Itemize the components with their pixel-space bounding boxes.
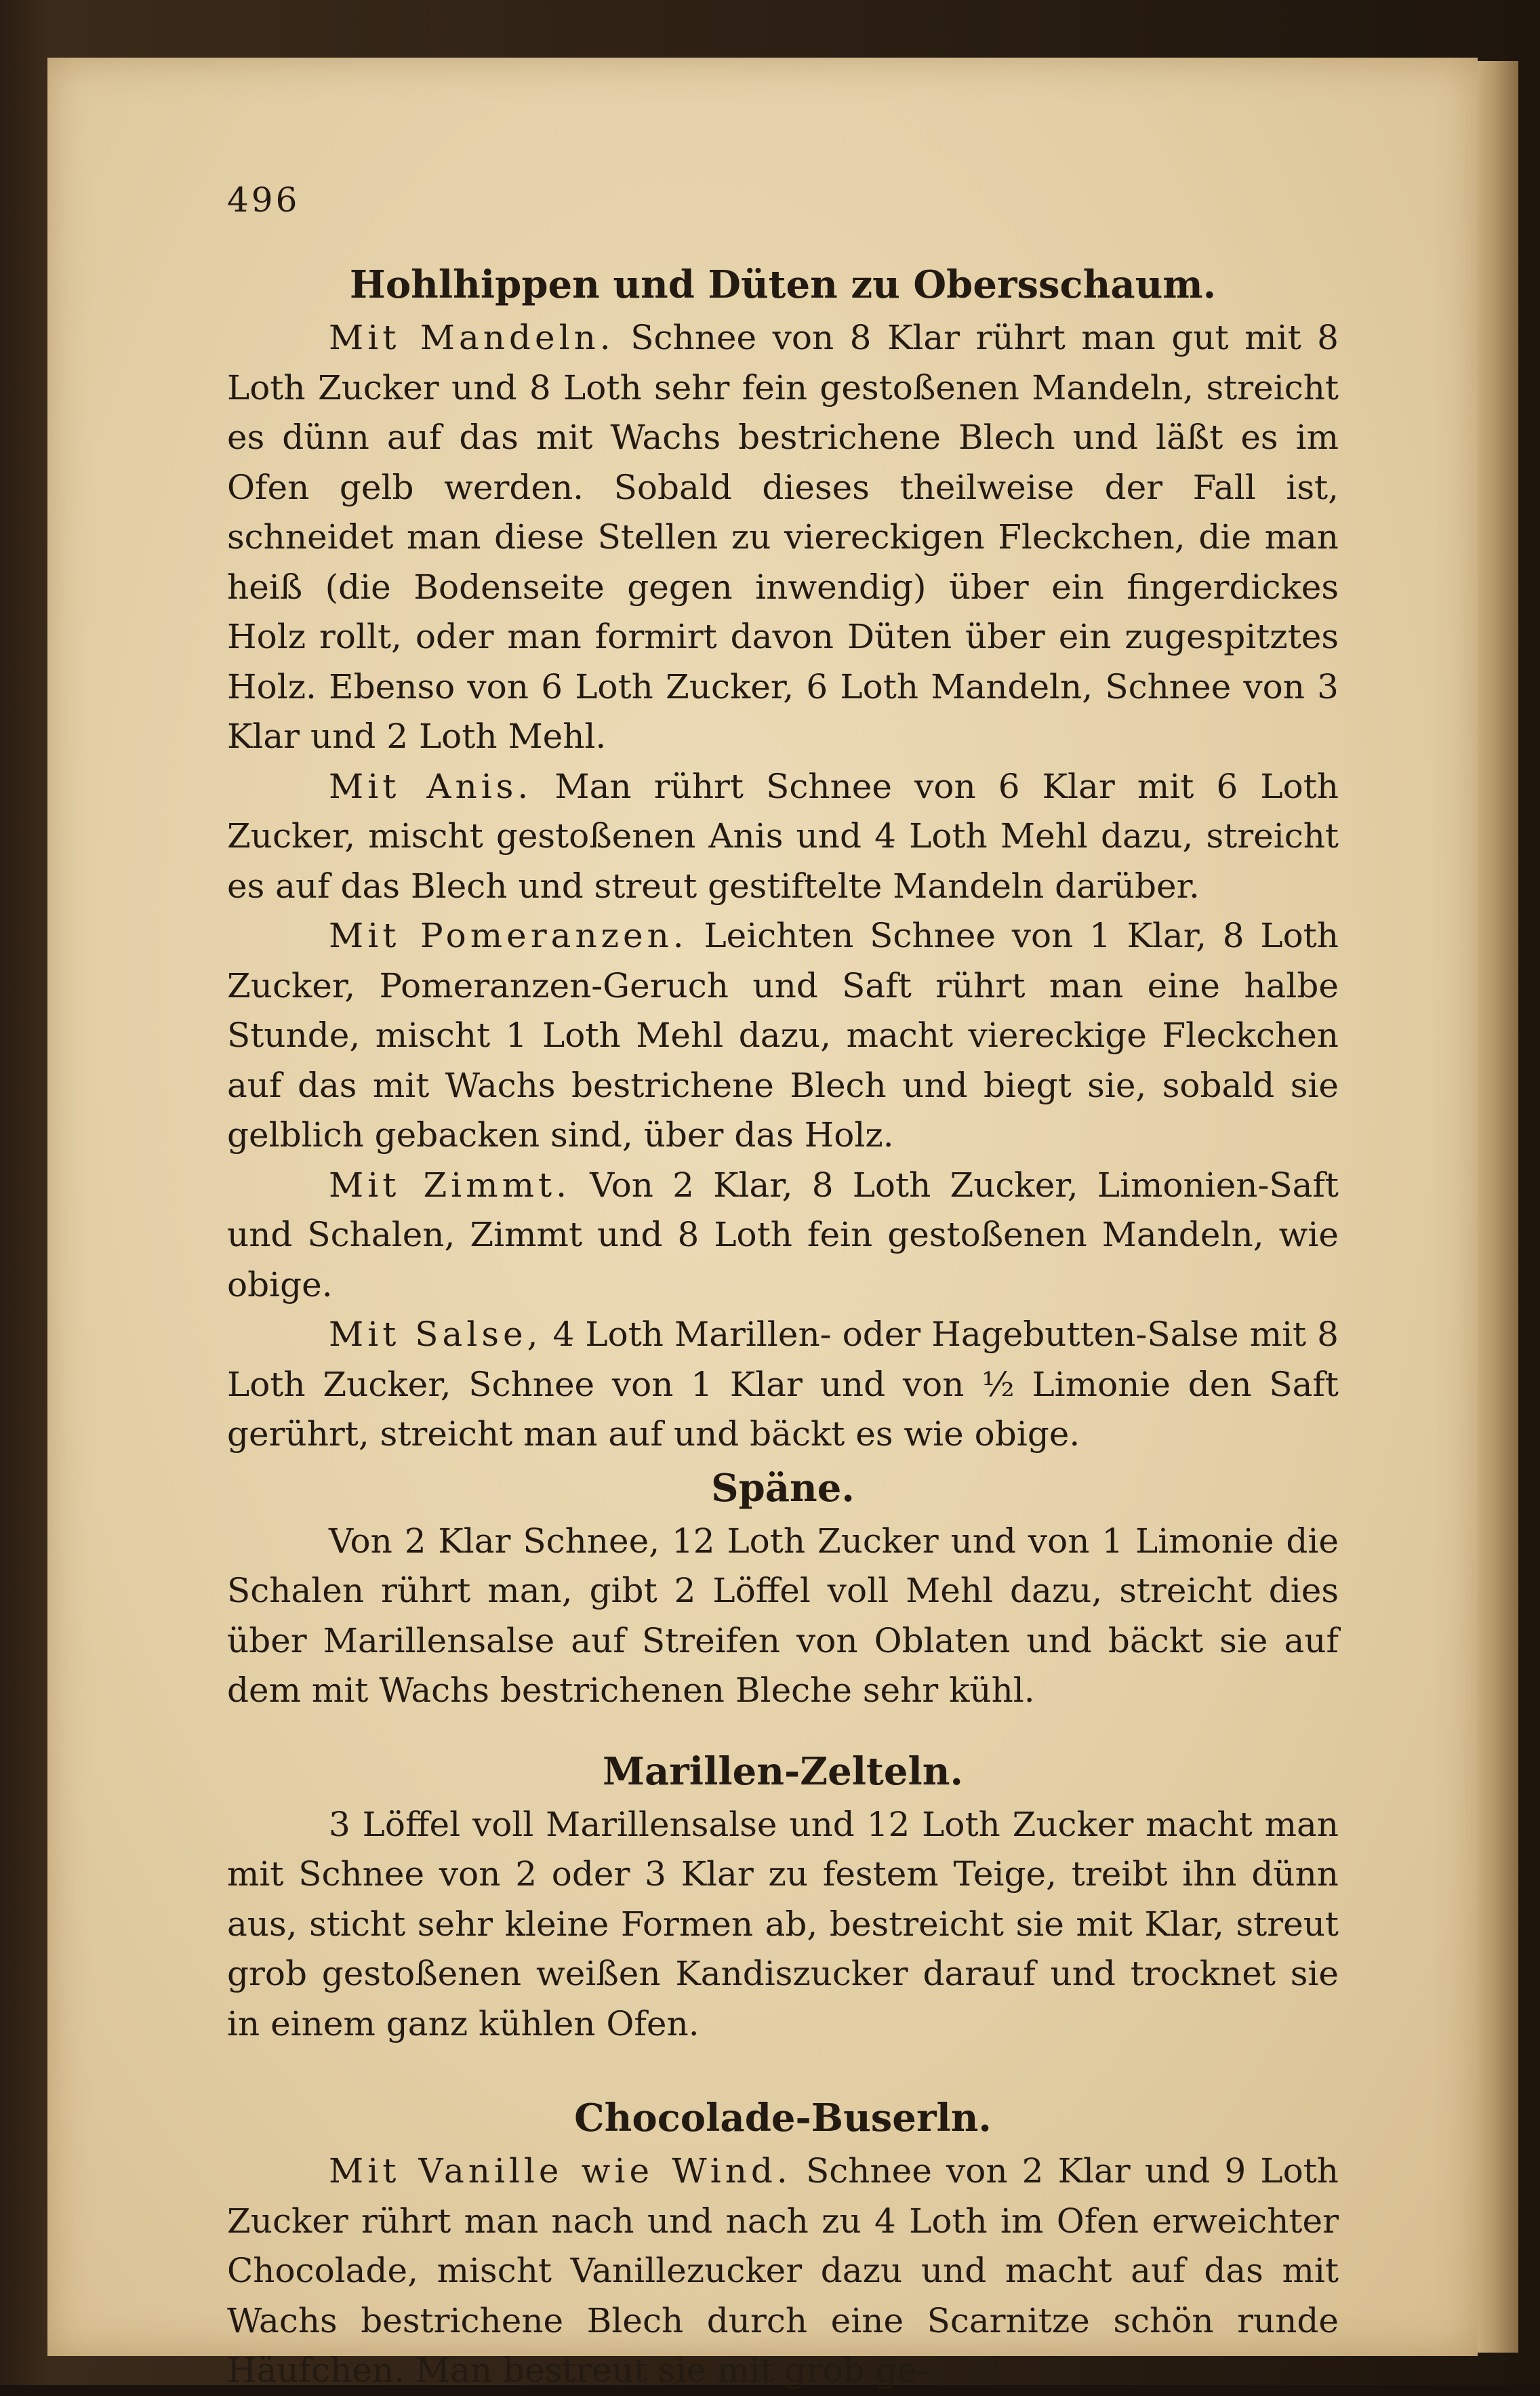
paragraph-mit-mandeln (227, 313, 1339, 762)
paragraph-mit-zimmt (227, 1161, 1339, 1311)
paragraph-lead: Mit Vanille wie Wind. (329, 2151, 792, 2191)
paragraph-text: Schnee von 8 Klar rührt man gut mit 8 Loth Zucker und 8 Loth sehr fein gestoßenen Mandeln, streicht es dünn auf das mit Wachs bestrichene Blech und läßt es im Ofen gelb werden. Sobald dieses theilweise der Fall ist, schneidet man diese Stellen zu viereckigen Fleckchen, die man heiß (die Bodenseite gegen inwendig) über ein fingerdickes Holz rollt, oder man formirt davon Düten über ein zugespitztes Holz. Ebenso von 6 Loth Zucker, 6 Loth Mandeln, Schnee von 3 Klar und 2 Loth Mehl. (227, 318, 1339, 756)
section-title-marillen-zelteln: Marillen-Zelteln. (603, 1749, 963, 1794)
paragraph-marillen-zelteln (227, 1800, 1339, 2050)
paragraph-spaene (227, 1517, 1339, 1716)
page-number: 496 (227, 180, 300, 220)
section-title-hohlhippen: Hohlhippen und Düten zu Obersschaum. (349, 262, 1217, 307)
paragraph-mit-anis (227, 762, 1339, 912)
paragraph-lead: Mit Pomeranzen. (329, 916, 688, 955)
paragraph-text: Von 2 Klar Schnee, 12 Loth Zucker und von 1 Limonie die Schalen rührt man, gibt 2 Löffel voll Mehl dazu, streicht dies über Marillensalse auf Streifen von Oblaten und bäckt sie auf dem mit Wachs bestrichenen Bleche sehr kühl. (227, 1521, 1339, 1710)
paragraph-mit-pomeranzen (227, 911, 1339, 1161)
section-title-spaene: Späne. (711, 1465, 855, 1511)
paragraph-lead: Mit Mandeln. (329, 318, 615, 357)
paragraph-mit-vanille (227, 2147, 1339, 2396)
paragraph-lead: Mit Zimmt. (329, 1165, 571, 1205)
paragraph-lead: Mit Salse, (329, 1315, 542, 1354)
paragraph-text: Schnee von 2 Klar und 9 Loth Zucker rührt man nach und nach zu 4 Loth im Ofen erweichter Chocolade, mischt Vanillezucker dazu und macht auf das mit Wachs bestrichene Blech durch eine Scarnitze schön runde Häufchen. Man bestreut sie mit grob ge- (227, 2151, 1339, 2390)
paragraph-text: 3 Löffel voll Marillensalse und 12 Loth Zucker macht man mit Schnee von 2 oder 3 Klar zu festem Teige, treibt ihn dünn aus, sticht sehr kleine Formen ab, bestreicht sie mit Klar, streut grob gestoßenen weißen Kandiszucker darauf und trocknet sie in einem ganz kühlen Ofen. (227, 1804, 1339, 2043)
paragraph-text: Von 2 Klar, 8 Loth Zucker, Limonien-Saft und Schalen, Zimmt und 8 Loth fein gestoßenen Mandeln, wie obige. (227, 1165, 1339, 1304)
paragraph-lead: Mit Anis. (329, 766, 533, 806)
page-edge-stack (1478, 61, 1518, 2353)
paragraph-text: 4 Loth Marillen- oder Hagebutten-Salse mit 8 Loth Zucker, Schnee von 1 Klar und von ½ Limonie den Saft gerührt, streicht man auf und bäckt es wie obige. (227, 1315, 1339, 1454)
paragraph-mit-salse (227, 1310, 1339, 1460)
page-content (227, 180, 1339, 2396)
section-title-chocolade-buserln: Chocolade-Buserln. (574, 2096, 992, 2140)
paragraph-text: Leichten Schnee von 1 Klar, 8 Loth Zucker, Pomeranzen-Geruch und Saft rührt man eine halbe Stunde, mischt 1 Loth Mehl dazu, macht viereckige Fleckchen auf das mit Wachs bestrichene Blech und biegt sie, sobald sie gelblich gebacken sind, über das Holz. (227, 916, 1339, 1155)
paragraph-text: Man rührt Schnee von 6 Klar mit 6 Loth Zucker, mischt gestoßenen Anis und 4 Loth Mehl dazu, streicht es auf das Blech und streut gestiftelte Mandeln darüber. (227, 766, 1339, 906)
